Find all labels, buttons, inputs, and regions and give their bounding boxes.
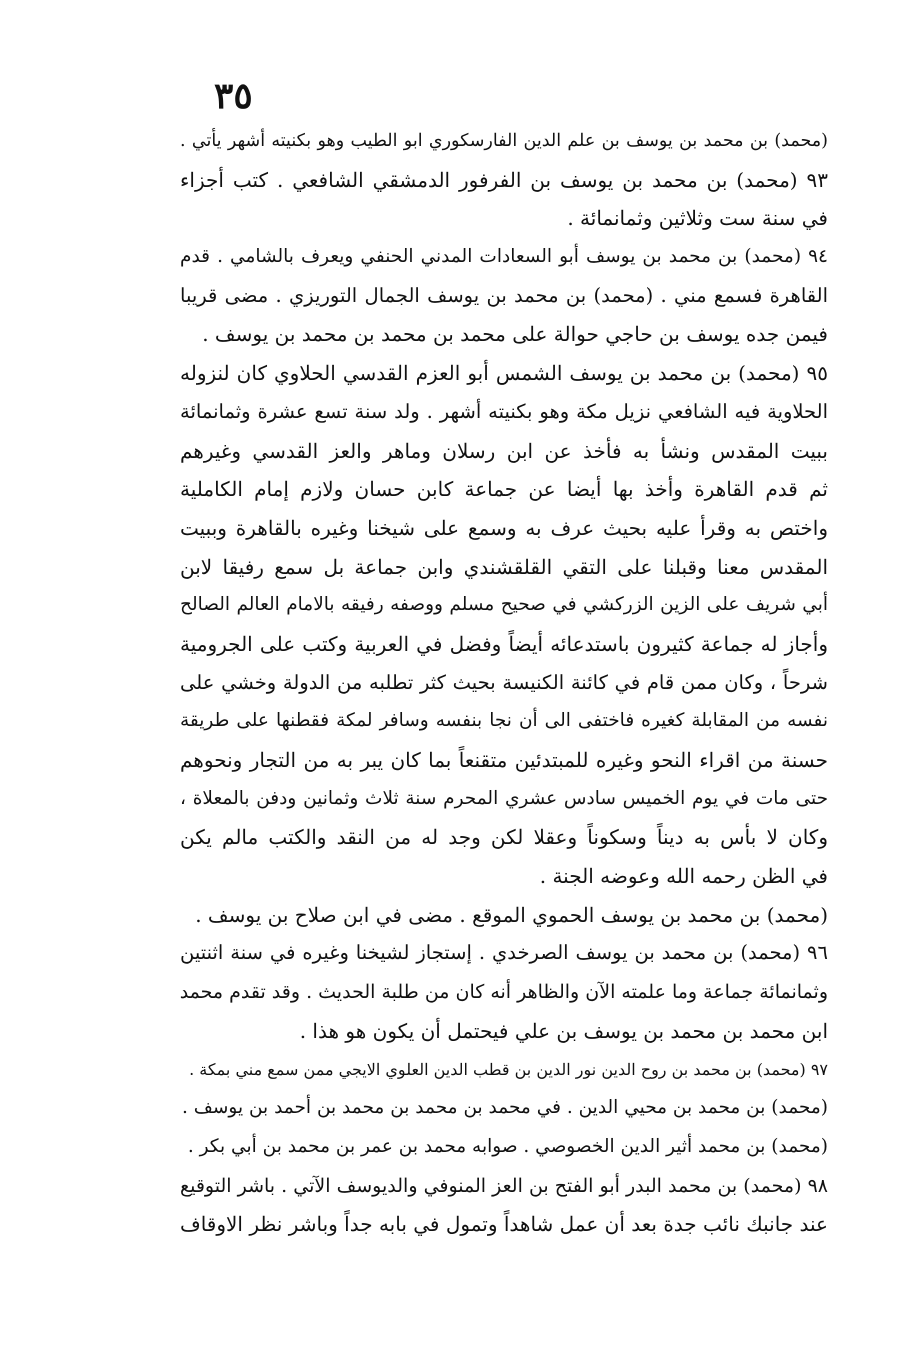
text-line: حسنة من اقراء النحو وغيره للمبتدئين متقنعاً بما كان يبر به من التجار ونحوهم (180, 748, 828, 772)
text-line: وأجاز له جماعة كثيرون باستدعائه أيضاً وفضل في العربية وكتب على الجرومية (180, 631, 828, 656)
text-line: (محمد) بن محمد بن محيي الدين . في محمد بن محمد بن محمد بن أحمد بن يوسف . (181, 1097, 828, 1119)
text-line: ثم قدم القاهرة وأخذ بها أيضا عن جماعة كابن حسان ولازم إمام الكاملية (180, 477, 828, 502)
text-line: ببيت المقدس ونشأ به فأخذ عن ابن رسلان وماهر والعز القدسي وغيرهم (180, 438, 828, 463)
text-line: أبي شريف على الزين الزركشي في صحيح مسلم ووصفه رفيقه بالامام العالم الصالح (180, 594, 828, 616)
text-line: ٩٨ (محمد) بن محمد البدر أبو الفتح بن العز المنوفي والديوسف الآتي . باشر التوقيع (180, 1174, 828, 1197)
text-line: ٩٦ (محمد) بن محمد بن يوسف الصرخدي . إستجاز لشيخنا وغيره في سنة اثنتين (180, 941, 828, 965)
text-line: وكان لا بأس به ديناً وسكوناً وعقلا لكن وجد له من النقد والكتب مالم يكن (180, 825, 828, 850)
text-line: المقدس معنا وقبلنا على التقي القلقشندي وابن جماعة بل سمع رفيقا لابن (180, 554, 828, 579)
text-line: شرحاً ، وكان ممن قام في كائنة الكنيسة بحيث كثر تطلبه من الدولة وخشي على (180, 670, 828, 694)
text-line: (محمد) بن محمد بن يوسف الحموي الموقع . مضى في ابن صلاح بن يوسف . (195, 902, 828, 927)
text-line: (محمد) بن محمد أثير الدين الخصوصي . صوابه محمد بن عمر بن محمد بن أبي بكر . (187, 1135, 828, 1157)
text-line: (محمد) بن محمد بن يوسف بن علم الدين الفارسكوري ابو الطيب وهو بكنيته أشهر يأتي . (180, 131, 828, 151)
text-line: وثمانمائة جماعة وما علمته الآن والظاهر أنه كان من طلبة الحديث . وقد تقدم محمد (180, 981, 828, 1004)
text-line: حتى مات في يوم الخميس سادس عشري المحرم سنة ثلاث وثمانين ودفن بالمعلاة ، (180, 787, 828, 809)
text-line: نفسه من المقابلة كغيره فاختفى الى أن نجا بنفسه وسافر لمكة فقطنها على طريقة (180, 710, 828, 732)
text-line: ٩٤ (محمد) بن محمد بن يوسف أبو السعادات المدني الحنفي ويعرف بالشامي . قدم (180, 246, 828, 268)
text-line: في سنة ست وثلاثين وثمانمائة . (567, 206, 828, 231)
body-text (180, 122, 828, 1244)
page-number: ٣٥ (214, 75, 253, 117)
text-line: ٩٥ (محمد) بن محمد بن يوسف الشمس أبو العزم القدسي الحلاوي كان لنزوله (180, 361, 828, 386)
text-line: ٩٣ (محمد) بن محمد بن يوسف بن الفرفور الدمشقي الشافعي . كتب أجزاء (180, 167, 828, 192)
text-line: القاهرة فسمع مني . (محمد) بن محمد بن يوسف الجمال التوريزي . مضى قريبا (180, 283, 828, 307)
text-line: فيمن جده يوسف بن حاجي حوالة على محمد بن محمد بن محمد بن يوسف . (202, 322, 828, 347)
text-line: واختص به وقرأ عليه بحيث عرف به وسمع على شيخنا وغيره بالقاهرة وببيت (180, 515, 828, 540)
text-line: ٩٧ (محمد) بن محمد بن روح الدين نور الدين بن قطب الدين العلوي الايجي ممن سمع مني بمكة . (189, 1059, 828, 1079)
text-line: عند جانبك نائب جدة بعد أن عمل شاهداً وتمول في بابه جداً وباشر نظر الاوقاف (180, 1212, 828, 1237)
text-line: الحلاوية فيه الشافعي نزيل مكة وهو بكنيته أشهر . ولد سنة تسع عشرة وثمانمائة (180, 399, 828, 423)
text-line: في الظن رحمه الله وعوضه الجنة . (539, 864, 828, 889)
text-line: ابن محمد بن محمد بن يوسف بن علي فيحتمل أن يكون هو هذا . (299, 1018, 828, 1043)
